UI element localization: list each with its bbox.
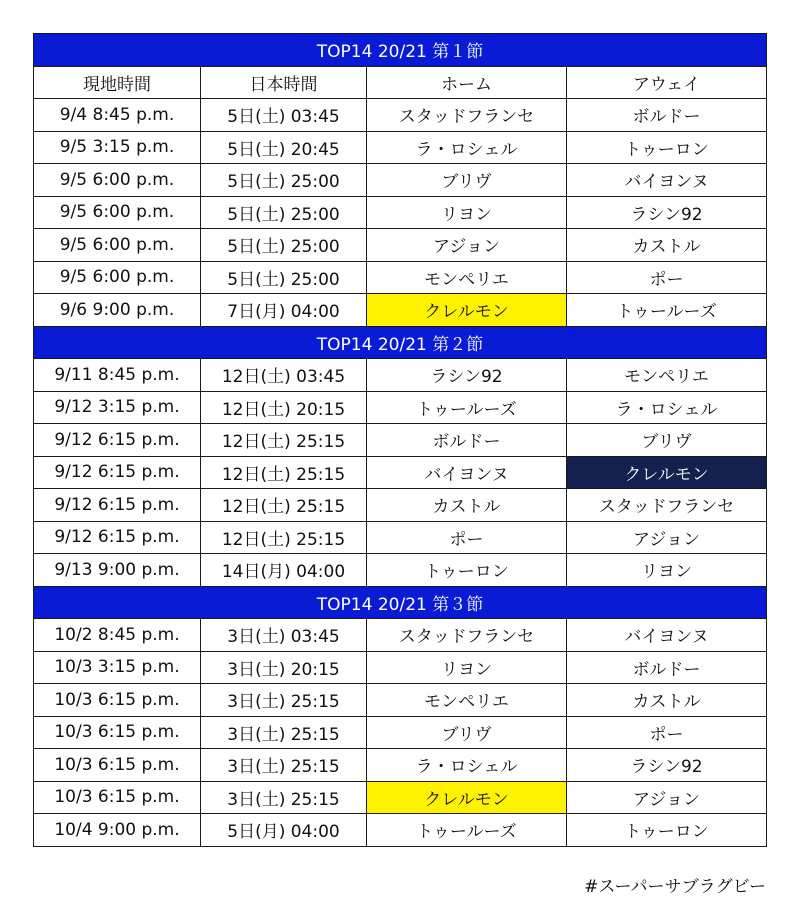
away-team-cell: ブリヴ xyxy=(567,424,767,457)
match-row xyxy=(34,489,767,522)
home-team-cell: モンペリエ xyxy=(367,684,567,717)
local-time-cell: 9/12 6:15 p.m. xyxy=(34,456,201,489)
match-row xyxy=(34,716,767,749)
match-row xyxy=(34,684,767,717)
home-team-cell: ブリヴ xyxy=(367,716,567,749)
local-time-cell: 10/3 6:15 p.m. xyxy=(34,749,201,782)
home-team-cell: トゥールーズ xyxy=(367,814,567,847)
away-team-cell: トゥーロン xyxy=(567,131,767,164)
japan-time-cell: 3日(土) 25:15 xyxy=(201,684,367,717)
japan-time-cell: 3日(土) 20:15 xyxy=(201,651,367,684)
home-team-cell: モンペリエ xyxy=(367,261,567,294)
hashtag-label: #スーパーサブラグビー xyxy=(584,877,766,897)
japan-time-cell: 3日(土) 03:45 xyxy=(201,619,367,652)
japan-time-cell: 5日(土) 25:00 xyxy=(201,261,367,294)
match-row xyxy=(34,391,767,424)
japan-time-cell: 12日(土) 25:15 xyxy=(201,424,367,457)
home-team-cell: ブリヴ xyxy=(367,164,567,197)
match-row xyxy=(34,359,767,392)
away-team-cell: クレルモン xyxy=(567,456,767,489)
local-time-cell: 9/5 3:15 p.m. xyxy=(34,131,201,164)
home-team-cell: リヨン xyxy=(367,196,567,229)
away-team-cell: ラシン92 xyxy=(567,196,767,229)
local-time-cell: 9/12 3:15 p.m. xyxy=(34,391,201,424)
local-time-cell: 10/4 9:00 p.m. xyxy=(34,814,201,847)
match-row xyxy=(34,99,767,132)
home-team-cell: ポー xyxy=(367,521,567,554)
local-time-cell: 9/5 6:00 p.m. xyxy=(34,196,201,229)
home-team-cell: ラ・ロシェル xyxy=(367,749,567,782)
japan-time-cell: 5日(土) 25:00 xyxy=(201,164,367,197)
away-team-cell: リヨン xyxy=(567,554,767,587)
away-team-cell: バイヨンヌ xyxy=(567,619,767,652)
local-time-cell: 9/5 6:00 p.m. xyxy=(34,261,201,294)
match-row xyxy=(34,196,767,229)
away-team-cell: トゥールーズ xyxy=(567,294,767,327)
round-title: TOP14 20/21 第３節 xyxy=(34,586,767,619)
japan-time-cell: 5日(土) 25:00 xyxy=(201,229,367,262)
column-header-home: ホーム xyxy=(367,66,567,99)
japan-time-cell: 5日(土) 03:45 xyxy=(201,99,367,132)
local-time-cell: 9/12 6:15 p.m. xyxy=(34,521,201,554)
local-time-cell: 10/3 6:15 p.m. xyxy=(34,716,201,749)
home-team-cell: クレルモン xyxy=(367,781,567,814)
local-time-cell: 9/5 6:00 p.m. xyxy=(34,229,201,262)
home-team-cell: カストル xyxy=(367,489,567,522)
japan-time-cell: 5日(月) 04:00 xyxy=(201,814,367,847)
local-time-cell: 10/3 3:15 p.m. xyxy=(34,651,201,684)
japan-time-cell: 12日(土) 25:15 xyxy=(201,521,367,554)
column-header-local-time: 現地時間 xyxy=(34,66,201,99)
match-row xyxy=(34,131,767,164)
match-row xyxy=(34,261,767,294)
away-team-cell: ラシン92 xyxy=(567,749,767,782)
local-time-cell: 10/3 6:15 p.m. xyxy=(34,781,201,814)
away-team-cell: ボルドー xyxy=(567,99,767,132)
match-row xyxy=(34,554,767,587)
local-time-cell: 9/5 6:00 p.m. xyxy=(34,164,201,197)
japan-time-cell: 5日(土) 20:45 xyxy=(201,131,367,164)
round-2-header-row xyxy=(34,326,767,359)
round-title: TOP14 20/21 第２節 xyxy=(34,326,767,359)
home-team-cell: ラシン92 xyxy=(367,359,567,392)
away-team-cell: アジョン xyxy=(567,781,767,814)
column-header-row xyxy=(34,66,767,99)
local-time-cell: 9/6 9:00 p.m. xyxy=(34,294,201,327)
japan-time-cell: 14日(月) 04:00 xyxy=(201,554,367,587)
japan-time-cell: 12日(土) 03:45 xyxy=(201,359,367,392)
away-team-cell: カストル xyxy=(567,229,767,262)
match-row xyxy=(34,229,767,262)
local-time-cell: 9/4 8:45 p.m. xyxy=(34,99,201,132)
match-row xyxy=(34,619,767,652)
away-team-cell: アジョン xyxy=(567,521,767,554)
away-team-cell: ポー xyxy=(567,261,767,294)
column-header-away: アウェイ xyxy=(567,66,767,99)
home-team-cell: トゥーロン xyxy=(367,554,567,587)
away-team-cell: ポー xyxy=(567,716,767,749)
schedule-body xyxy=(34,34,767,847)
match-row xyxy=(34,294,767,327)
match-row xyxy=(34,456,767,489)
match-row xyxy=(34,424,767,457)
away-team-cell: トゥーロン xyxy=(567,814,767,847)
local-time-cell: 9/13 9:00 p.m. xyxy=(34,554,201,587)
away-team-cell: ラ・ロシェル xyxy=(567,391,767,424)
home-team-cell: スタッドフランセ xyxy=(367,99,567,132)
local-time-cell: 9/12 6:15 p.m. xyxy=(34,424,201,457)
japan-time-cell: 3日(土) 25:15 xyxy=(201,716,367,749)
japan-time-cell: 7日(月) 04:00 xyxy=(201,294,367,327)
round-3-header-row xyxy=(34,586,767,619)
away-team-cell: カストル xyxy=(567,684,767,717)
round-title: TOP14 20/21 第１節 xyxy=(34,34,767,67)
japan-time-cell: 3日(土) 25:15 xyxy=(201,749,367,782)
home-team-cell: バイヨンヌ xyxy=(367,456,567,489)
match-row xyxy=(34,814,767,847)
local-time-cell: 10/2 8:45 p.m. xyxy=(34,619,201,652)
home-team-cell: トゥールーズ xyxy=(367,391,567,424)
away-team-cell: ボルドー xyxy=(567,651,767,684)
local-time-cell: 9/12 6:15 p.m. xyxy=(34,489,201,522)
match-row xyxy=(34,521,767,554)
match-row xyxy=(34,781,767,814)
japan-time-cell: 5日(土) 25:00 xyxy=(201,196,367,229)
home-team-cell: ラ・ロシェル xyxy=(367,131,567,164)
match-row xyxy=(34,164,767,197)
local-time-cell: 9/11 8:45 p.m. xyxy=(34,359,201,392)
round-1-header-row xyxy=(34,34,767,67)
column-header-japan-time: 日本時間 xyxy=(201,66,367,99)
japan-time-cell: 12日(土) 20:15 xyxy=(201,391,367,424)
home-team-cell: スタッドフランセ xyxy=(367,619,567,652)
home-team-cell: リヨン xyxy=(367,651,567,684)
match-row xyxy=(34,749,767,782)
japan-time-cell: 3日(土) 25:15 xyxy=(201,781,367,814)
away-team-cell: モンペリエ xyxy=(567,359,767,392)
japan-time-cell: 12日(土) 25:15 xyxy=(201,489,367,522)
japan-time-cell: 12日(土) 25:15 xyxy=(201,456,367,489)
local-time-cell: 10/3 6:15 p.m. xyxy=(34,684,201,717)
schedule-table xyxy=(33,33,767,847)
away-team-cell: スタッドフランセ xyxy=(567,489,767,522)
away-team-cell: バイヨンヌ xyxy=(567,164,767,197)
home-team-cell: アジョン xyxy=(367,229,567,262)
match-row xyxy=(34,651,767,684)
home-team-cell: クレルモン xyxy=(367,294,567,327)
home-team-cell: ボルドー xyxy=(367,424,567,457)
